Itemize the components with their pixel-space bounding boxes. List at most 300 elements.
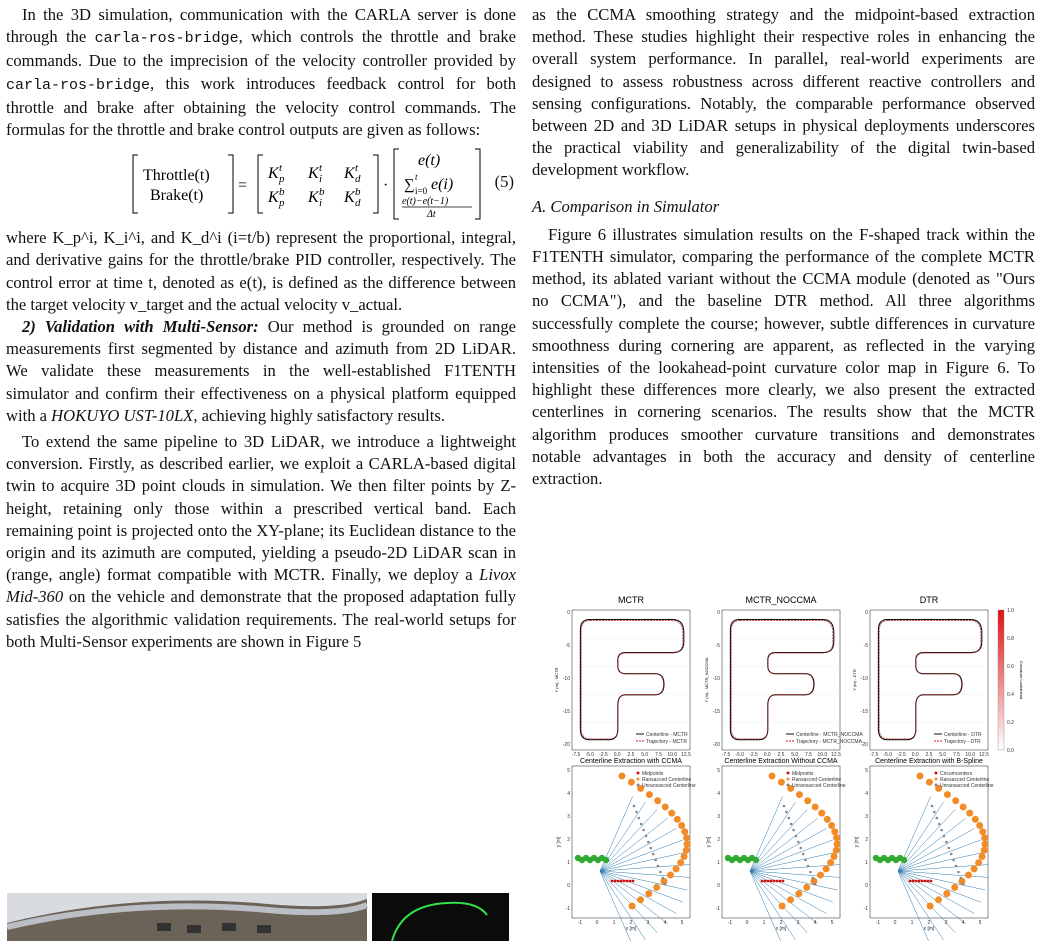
y-tick: -20 bbox=[712, 742, 720, 748]
midpoint bbox=[776, 880, 779, 883]
paragraph-ablation: as the CCMA smoothing strategy and the midpoint-based extraction method. These studies highlight their respective roles in enhancing the overall system performance. In parallel, real-world experiments are designed to assess robustness across different reactive controllers and sensing configurations. Notably, the comparable performance observed between 2D and 3D LiDAR setups in physical deployments underscores the practical viability and generalizability of the digital twin-based development workflow. bbox=[532, 5, 1035, 180]
right-wall-point bbox=[972, 816, 979, 823]
centerline-point bbox=[807, 865, 810, 868]
x-tick: 10.0 bbox=[965, 752, 976, 758]
centerline-point bbox=[788, 817, 791, 820]
x-axis-label: x [m] bbox=[775, 926, 787, 932]
y-tick: -5 bbox=[863, 643, 868, 649]
centerline-point bbox=[955, 865, 958, 868]
x-tick: 2.5 bbox=[777, 752, 785, 758]
centerline-point bbox=[633, 805, 636, 808]
x-tick: 4 bbox=[961, 920, 965, 926]
y-axis-label: y [m] bbox=[854, 836, 860, 848]
right-wall-point bbox=[653, 884, 660, 891]
y-tick: 0 bbox=[717, 883, 720, 889]
x-tick: 12.5 bbox=[681, 752, 691, 758]
centerline-point bbox=[638, 817, 641, 820]
x-tick: 2 bbox=[927, 920, 931, 926]
legend-entry: Unransacced Centerline bbox=[792, 783, 846, 789]
top-panel-title: MCTR bbox=[618, 595, 644, 605]
y-tick: -15 bbox=[562, 709, 570, 715]
x-tick: -7.5 bbox=[571, 752, 581, 758]
legend-entry: Midpoints bbox=[642, 771, 664, 777]
y-tick: 0 bbox=[717, 610, 720, 616]
right-wall-point bbox=[960, 803, 967, 810]
midpoint bbox=[909, 880, 912, 883]
centerline-point bbox=[802, 853, 805, 856]
y-tick: -1 bbox=[715, 906, 720, 912]
x-tick: -5.0 bbox=[735, 752, 745, 758]
right-wall-point bbox=[645, 890, 652, 897]
y-tick: 5 bbox=[865, 768, 868, 774]
legend-entry: Trajectory - DTR bbox=[944, 739, 981, 745]
right-wall-point bbox=[979, 828, 986, 835]
midpoint bbox=[620, 880, 623, 883]
legend-marker bbox=[787, 772, 790, 775]
left-column bbox=[6, 4, 516, 653]
centerline-point bbox=[940, 829, 943, 832]
y-tick: -15 bbox=[712, 709, 720, 715]
x-tick: -2.5 bbox=[599, 752, 608, 758]
bottom-panel-title: Centerline Extraction Without CCMA bbox=[724, 758, 838, 765]
figure-6 bbox=[540, 594, 1034, 941]
svg-text:t: t bbox=[415, 172, 418, 183]
svg-text:p: p bbox=[279, 173, 285, 186]
colorbar-tick: 0.6 bbox=[1007, 664, 1014, 670]
midpoint bbox=[915, 880, 918, 883]
right-wall-point bbox=[831, 853, 838, 860]
y-tick: -5 bbox=[565, 643, 570, 649]
right-wall-point bbox=[684, 841, 691, 848]
right-wall-point bbox=[981, 834, 988, 841]
legend-marker bbox=[787, 784, 790, 787]
centerline-point bbox=[809, 871, 812, 874]
centerline-point bbox=[659, 871, 662, 874]
right-wall-point bbox=[677, 859, 684, 866]
x-tick: 7.5 bbox=[953, 752, 960, 758]
right-wall-point bbox=[678, 822, 685, 829]
x-tick: 3 bbox=[944, 920, 948, 926]
right-wall-point bbox=[935, 896, 942, 903]
svg-text:·: · bbox=[383, 177, 389, 195]
x-tick: 2 bbox=[629, 920, 633, 926]
legend-marker bbox=[935, 772, 938, 775]
right-wall-point bbox=[965, 872, 972, 879]
right-wall-point bbox=[817, 872, 824, 879]
right-wall-point bbox=[982, 841, 989, 848]
centerline-point bbox=[664, 883, 667, 886]
centerline-point bbox=[936, 817, 939, 820]
x-axis-label: x [m] bbox=[923, 926, 935, 932]
figure-5-photo bbox=[7, 893, 509, 941]
right-wall-point bbox=[927, 903, 934, 910]
midpoint bbox=[930, 880, 933, 883]
x-tick: -5.0 bbox=[883, 752, 893, 758]
y-tick: 0 bbox=[865, 883, 868, 889]
real-world-setup-image bbox=[7, 893, 509, 941]
paragraph-multisensor: 2) Validation with Multi-Sensor: Our method is grounded on range measurements first segmented by distance and azimuth from 2D LiDAR. We validate these measurements in the well-established F1TENTH simulator and confirm their effectiveness on a physical platform equipped with a HOKUYO UST-10LX, achieving highly satisfactory results. bbox=[6, 317, 516, 425]
centerline-point bbox=[962, 883, 965, 886]
y-tick: -10 bbox=[860, 676, 868, 682]
left-wall-point bbox=[603, 857, 609, 863]
eq-throttle: Throttle(t) bbox=[143, 167, 210, 185]
y-tick: -1 bbox=[565, 906, 570, 912]
right-wall-point bbox=[833, 847, 840, 854]
x-tick: 5 bbox=[830, 920, 834, 926]
right-wall-point bbox=[796, 791, 803, 798]
x-tick: 5.0 bbox=[791, 752, 799, 758]
y-axis-label: y [m] bbox=[706, 836, 712, 848]
right-wall-point bbox=[681, 853, 688, 860]
right-wall-point bbox=[683, 847, 690, 854]
x-tick: -7.5 bbox=[721, 752, 731, 758]
right-wall-point bbox=[926, 779, 933, 786]
legend-marker bbox=[637, 772, 640, 775]
legend-entry: Ransacced Centerline bbox=[940, 777, 990, 783]
svg-text:K: K bbox=[268, 189, 279, 207]
x-tick: 10.0 bbox=[817, 752, 828, 758]
x-tick: 3 bbox=[646, 920, 650, 926]
legend-entry: Ransacced Centerline bbox=[792, 777, 842, 783]
x-tick: 4 bbox=[813, 920, 817, 926]
centerline-point bbox=[938, 823, 941, 826]
legend-entry: Circumcenters bbox=[940, 771, 973, 777]
svg-text:K: K bbox=[344, 189, 355, 207]
legend-entry: Centerline - MCTR_NOCCMA bbox=[796, 732, 863, 738]
centerline-point bbox=[790, 823, 793, 826]
right-wall-point bbox=[628, 779, 635, 786]
centerline-point bbox=[950, 853, 953, 856]
y-tick: 2 bbox=[865, 837, 868, 843]
top-panel-frame bbox=[870, 610, 988, 750]
svg-text:b: b bbox=[319, 186, 325, 199]
colorbar-tick: 1.0 bbox=[1007, 608, 1014, 614]
right-wall-point bbox=[818, 810, 825, 817]
midpoint bbox=[912, 880, 915, 883]
right-wall-point bbox=[629, 903, 636, 910]
centerline-point bbox=[952, 859, 955, 862]
x-tick: 12.5 bbox=[979, 752, 989, 758]
svg-text:t: t bbox=[319, 162, 323, 175]
y-tick: 0 bbox=[567, 610, 570, 616]
centerline-point bbox=[960, 877, 963, 880]
colorbar-tick: 0.8 bbox=[1007, 636, 1014, 642]
y-tick: 4 bbox=[717, 791, 720, 797]
centerline-point bbox=[635, 811, 638, 814]
svg-text:∑: ∑ bbox=[404, 177, 415, 194]
svg-text:t: t bbox=[279, 162, 283, 175]
top-panel-frame bbox=[722, 610, 840, 750]
midpoint bbox=[782, 880, 785, 883]
x-tick: 2.5 bbox=[627, 752, 635, 758]
right-wall-point bbox=[795, 890, 802, 897]
x-axis-label: x [m] bbox=[625, 926, 637, 932]
x-tick: 5.0 bbox=[641, 752, 649, 758]
y-tick: 1 bbox=[717, 860, 720, 866]
y-tick: -10 bbox=[562, 676, 570, 682]
left-wall-point bbox=[901, 857, 907, 863]
y-tick: 4 bbox=[865, 791, 868, 797]
left-wall-point bbox=[753, 857, 759, 863]
y-tick: -20 bbox=[562, 742, 570, 748]
centerline-point bbox=[657, 865, 660, 868]
centerline-point bbox=[652, 853, 655, 856]
pid-equation bbox=[6, 147, 516, 221]
legend-marker bbox=[637, 784, 640, 787]
centerline-point bbox=[792, 829, 795, 832]
legend-entry: Midpoints bbox=[792, 771, 814, 777]
x-tick: -7.5 bbox=[869, 752, 879, 758]
svg-text:K: K bbox=[344, 165, 355, 183]
x-tick: 0.0 bbox=[613, 752, 621, 758]
right-wall-point bbox=[646, 791, 653, 798]
legend-entry: Trajectory - MCTR_NOCCMA bbox=[796, 739, 862, 745]
x-tick: 4 bbox=[663, 920, 667, 926]
y-tick: 3 bbox=[567, 814, 570, 820]
svg-text:Δt: Δt bbox=[427, 209, 436, 221]
centerline-point bbox=[957, 871, 960, 874]
equation-5 bbox=[6, 147, 516, 221]
right-wall-point bbox=[681, 828, 688, 835]
right-wall-point bbox=[778, 779, 785, 786]
y-tick: -5 bbox=[715, 643, 720, 649]
midpoint bbox=[623, 880, 626, 883]
midpoint bbox=[629, 880, 632, 883]
svg-text:b: b bbox=[355, 186, 361, 199]
y-tick: 5 bbox=[567, 768, 570, 774]
legend-marker bbox=[787, 778, 790, 781]
centerline-point bbox=[943, 835, 946, 838]
right-wall-point bbox=[943, 890, 950, 897]
legend-entry: Unransacced Centerline bbox=[940, 783, 994, 789]
x-tick: 0.0 bbox=[911, 752, 919, 758]
x-tick: 2 bbox=[779, 920, 783, 926]
y-tick: 1 bbox=[567, 860, 570, 866]
centerline-point bbox=[645, 835, 648, 838]
x-tick: 1 bbox=[612, 920, 616, 926]
centerline-point bbox=[783, 805, 786, 808]
colorbar-tick: 0.0 bbox=[1007, 748, 1014, 754]
x-tick: 0 bbox=[595, 920, 599, 926]
right-wall-point bbox=[833, 834, 840, 841]
centerline-point bbox=[933, 811, 936, 814]
right-wall-point bbox=[951, 884, 958, 891]
right-wall-point bbox=[917, 773, 924, 780]
midpoint bbox=[773, 880, 776, 883]
midpoint bbox=[924, 880, 927, 883]
centerline-point bbox=[785, 811, 788, 814]
centerline-point bbox=[814, 883, 817, 886]
paragraph-carla: In the 3D simulation, communication with the CARLA server is done through the carla-ros-bridge, which controls the throttle and brake commands. Due to the imprecision of the velocity controller provided by carla-ros-bridge, this work introduces feedback control for both throttle and brake after obtaining the velocity control commands. The formulas for the throttle and brake control outputs are given as follows: bbox=[6, 5, 516, 140]
right-wall-point bbox=[619, 773, 626, 780]
y-axis-label: y [m] bbox=[556, 836, 562, 848]
legend-marker bbox=[935, 784, 938, 787]
colorbar-tick: 0.4 bbox=[1007, 692, 1014, 698]
right-wall-point bbox=[637, 896, 644, 903]
x-tick: 1 bbox=[910, 920, 914, 926]
right-wall-point bbox=[667, 872, 674, 879]
midpoint bbox=[767, 880, 770, 883]
right-wall-point bbox=[674, 816, 681, 823]
x-tick: 5 bbox=[978, 920, 982, 926]
y-tick: -15 bbox=[860, 709, 868, 715]
right-wall-point bbox=[673, 865, 680, 872]
equation-number: (5) bbox=[494, 172, 514, 192]
figure-6-svg bbox=[540, 594, 1034, 941]
right-wall-point bbox=[831, 828, 838, 835]
svg-text:b: b bbox=[279, 186, 285, 199]
bottom-panel-title: Centerline Extraction with CCMA bbox=[580, 758, 682, 765]
x-tick: 7.5 bbox=[805, 752, 812, 758]
svg-text:d: d bbox=[355, 173, 361, 186]
x-tick: -2.5 bbox=[749, 752, 758, 758]
x-tick: 10.0 bbox=[667, 752, 678, 758]
midpoint bbox=[764, 880, 767, 883]
centerline-point bbox=[647, 841, 650, 844]
top-panel-title: MCTR_NOCCMA bbox=[745, 595, 817, 605]
y-tick: -1 bbox=[863, 906, 868, 912]
midpoint bbox=[927, 880, 930, 883]
right-wall-point bbox=[827, 859, 834, 866]
x-tick: 12.5 bbox=[831, 752, 841, 758]
bottom-panel-title: Centerline Extraction with B-Spline bbox=[875, 758, 983, 765]
colorbar-tick: 0.2 bbox=[1007, 720, 1014, 726]
centerline-point bbox=[795, 835, 798, 838]
legend-entry: Centerline - DTR bbox=[944, 732, 982, 738]
right-wall-point bbox=[981, 847, 988, 854]
eq-brake: Brake(t) bbox=[150, 187, 204, 205]
midpoint bbox=[614, 880, 617, 883]
x-tick: 0 bbox=[745, 920, 749, 926]
midpoint bbox=[761, 880, 764, 883]
svg-text:p: p bbox=[279, 197, 285, 210]
legend-entry: Centerline - MCTR bbox=[646, 732, 688, 738]
right-wall-point bbox=[952, 797, 959, 804]
legend-entry: Trajectory - MCTR bbox=[646, 739, 687, 745]
centerline-point bbox=[945, 841, 948, 844]
svg-text:e(t): e(t) bbox=[418, 152, 441, 170]
right-wall-point bbox=[828, 822, 835, 829]
midpoint bbox=[918, 880, 921, 883]
right-wall-point bbox=[683, 834, 690, 841]
svg-text:d: d bbox=[355, 197, 361, 210]
x-tick: -5.0 bbox=[585, 752, 595, 758]
x-tick: 2.5 bbox=[925, 752, 933, 758]
centerline-point bbox=[640, 823, 643, 826]
midpoint bbox=[632, 880, 635, 883]
y-tick: -10 bbox=[712, 676, 720, 682]
x-tick: 0.0 bbox=[763, 752, 771, 758]
colorbar bbox=[998, 610, 1004, 750]
right-wall-point bbox=[823, 865, 830, 872]
y-tick: 2 bbox=[567, 837, 570, 843]
x-tick: -1 bbox=[727, 920, 733, 926]
svg-text:K: K bbox=[308, 189, 319, 207]
right-wall-point bbox=[944, 791, 951, 798]
top-ylabel: Y (m) - DTR bbox=[852, 669, 857, 691]
centerline-point bbox=[654, 859, 657, 862]
right-wall-point bbox=[668, 810, 675, 817]
right-wall-point bbox=[779, 903, 786, 910]
right-wall-point bbox=[787, 896, 794, 903]
midpoint bbox=[779, 880, 782, 883]
midpoint bbox=[617, 880, 620, 883]
centerline-point bbox=[642, 829, 645, 832]
y-tick: 3 bbox=[865, 814, 868, 820]
x-tick: 5.0 bbox=[939, 752, 947, 758]
legend-entry: Unransacced Centerline bbox=[642, 783, 696, 789]
x-tick: 5 bbox=[680, 920, 684, 926]
svg-text:i: i bbox=[319, 197, 323, 210]
right-wall-point bbox=[662, 803, 669, 810]
svg-text:K: K bbox=[268, 165, 279, 183]
right-wall-point bbox=[979, 853, 986, 860]
svg-text:e(i): e(i) bbox=[431, 176, 454, 194]
x-tick: 7.5 bbox=[655, 752, 662, 758]
right-wall-point bbox=[971, 865, 978, 872]
x-tick: -1 bbox=[577, 920, 583, 926]
x-tick: -1 bbox=[875, 920, 881, 926]
right-wall-point bbox=[976, 822, 983, 829]
midpoint bbox=[611, 880, 614, 883]
svg-text:i=0: i=0 bbox=[415, 186, 428, 197]
top-panel-frame bbox=[572, 610, 690, 750]
right-wall-point bbox=[654, 797, 661, 804]
x-tick: -2.5 bbox=[897, 752, 906, 758]
centerline-point bbox=[804, 859, 807, 862]
right-wall-point bbox=[975, 859, 982, 866]
y-tick: 0 bbox=[865, 610, 868, 616]
section-heading: A. Comparison in Simulator bbox=[532, 196, 720, 216]
top-ylabel: Y (m) - MCTR bbox=[554, 667, 559, 693]
legend-marker bbox=[637, 778, 640, 781]
centerline-point bbox=[797, 841, 800, 844]
svg-text:e(t)−e(t−1): e(t)−e(t−1) bbox=[402, 196, 449, 208]
right-wall-point bbox=[803, 884, 810, 891]
paragraph-where: where K_p^i, K_i^i, and K_d^i (i=t/b) represent the proportional, integral, and derivative gains for the throttle/brake PID controller, respectively. The control error at time t, denoted as e(t), is defined as the difference between the target velocity v_target and the actual velocity v_actual. bbox=[6, 228, 516, 314]
x-tick: 1 bbox=[762, 920, 766, 926]
x-tick: 3 bbox=[796, 920, 800, 926]
midpoint bbox=[770, 880, 773, 883]
right-wall-point bbox=[966, 810, 973, 817]
right-wall-point bbox=[834, 841, 841, 848]
right-wall-point bbox=[812, 803, 819, 810]
svg-text:i: i bbox=[319, 173, 323, 186]
right-wall-point bbox=[769, 773, 776, 780]
x-tick: 0 bbox=[893, 920, 897, 926]
colorbar-label: Curvature Lookahead bbox=[1019, 660, 1024, 700]
svg-text:K: K bbox=[308, 165, 319, 183]
right-wall-point bbox=[824, 816, 831, 823]
centerline-point bbox=[948, 847, 951, 850]
midpoint bbox=[626, 880, 629, 883]
centerline-point bbox=[931, 805, 934, 808]
y-tick: 1 bbox=[865, 860, 868, 866]
paragraph-simulator: Figure 6 illustrates simulation results on the F-shaped track within the F1TENTH simulator, comparing the performance of the complete MCTR method, its ablated variant without the CCMA module (denoted as "Ours no CCMA"), and the baseline DTR method. All three algorithms successfully complete the course; however, subtle differences in curvature smoothness during cornering are apparent, as reflected in the varying intensities of the lookahead-point curvature color map in Figure 6. To highlight these differences more clearly, we also present the extracted centerlines in cornering scenarios. The results show that the MCTR algorithm produces smoother curvature transitions and demonstrates notable advantages in both the accuracy and density of centerline extraction. bbox=[532, 224, 1035, 489]
right-wall-point bbox=[804, 797, 811, 804]
y-tick: -20 bbox=[860, 742, 868, 748]
y-tick: 2 bbox=[717, 837, 720, 843]
centerline-point bbox=[650, 847, 653, 850]
svg-text:=: = bbox=[238, 177, 248, 195]
centerline-point bbox=[812, 877, 815, 880]
y-tick: 5 bbox=[717, 768, 720, 774]
top-panel-title: DTR bbox=[919, 595, 939, 605]
centerline-point bbox=[800, 847, 803, 850]
centerline-point bbox=[662, 877, 665, 880]
y-tick: 4 bbox=[567, 791, 570, 797]
legend-marker bbox=[935, 778, 938, 781]
